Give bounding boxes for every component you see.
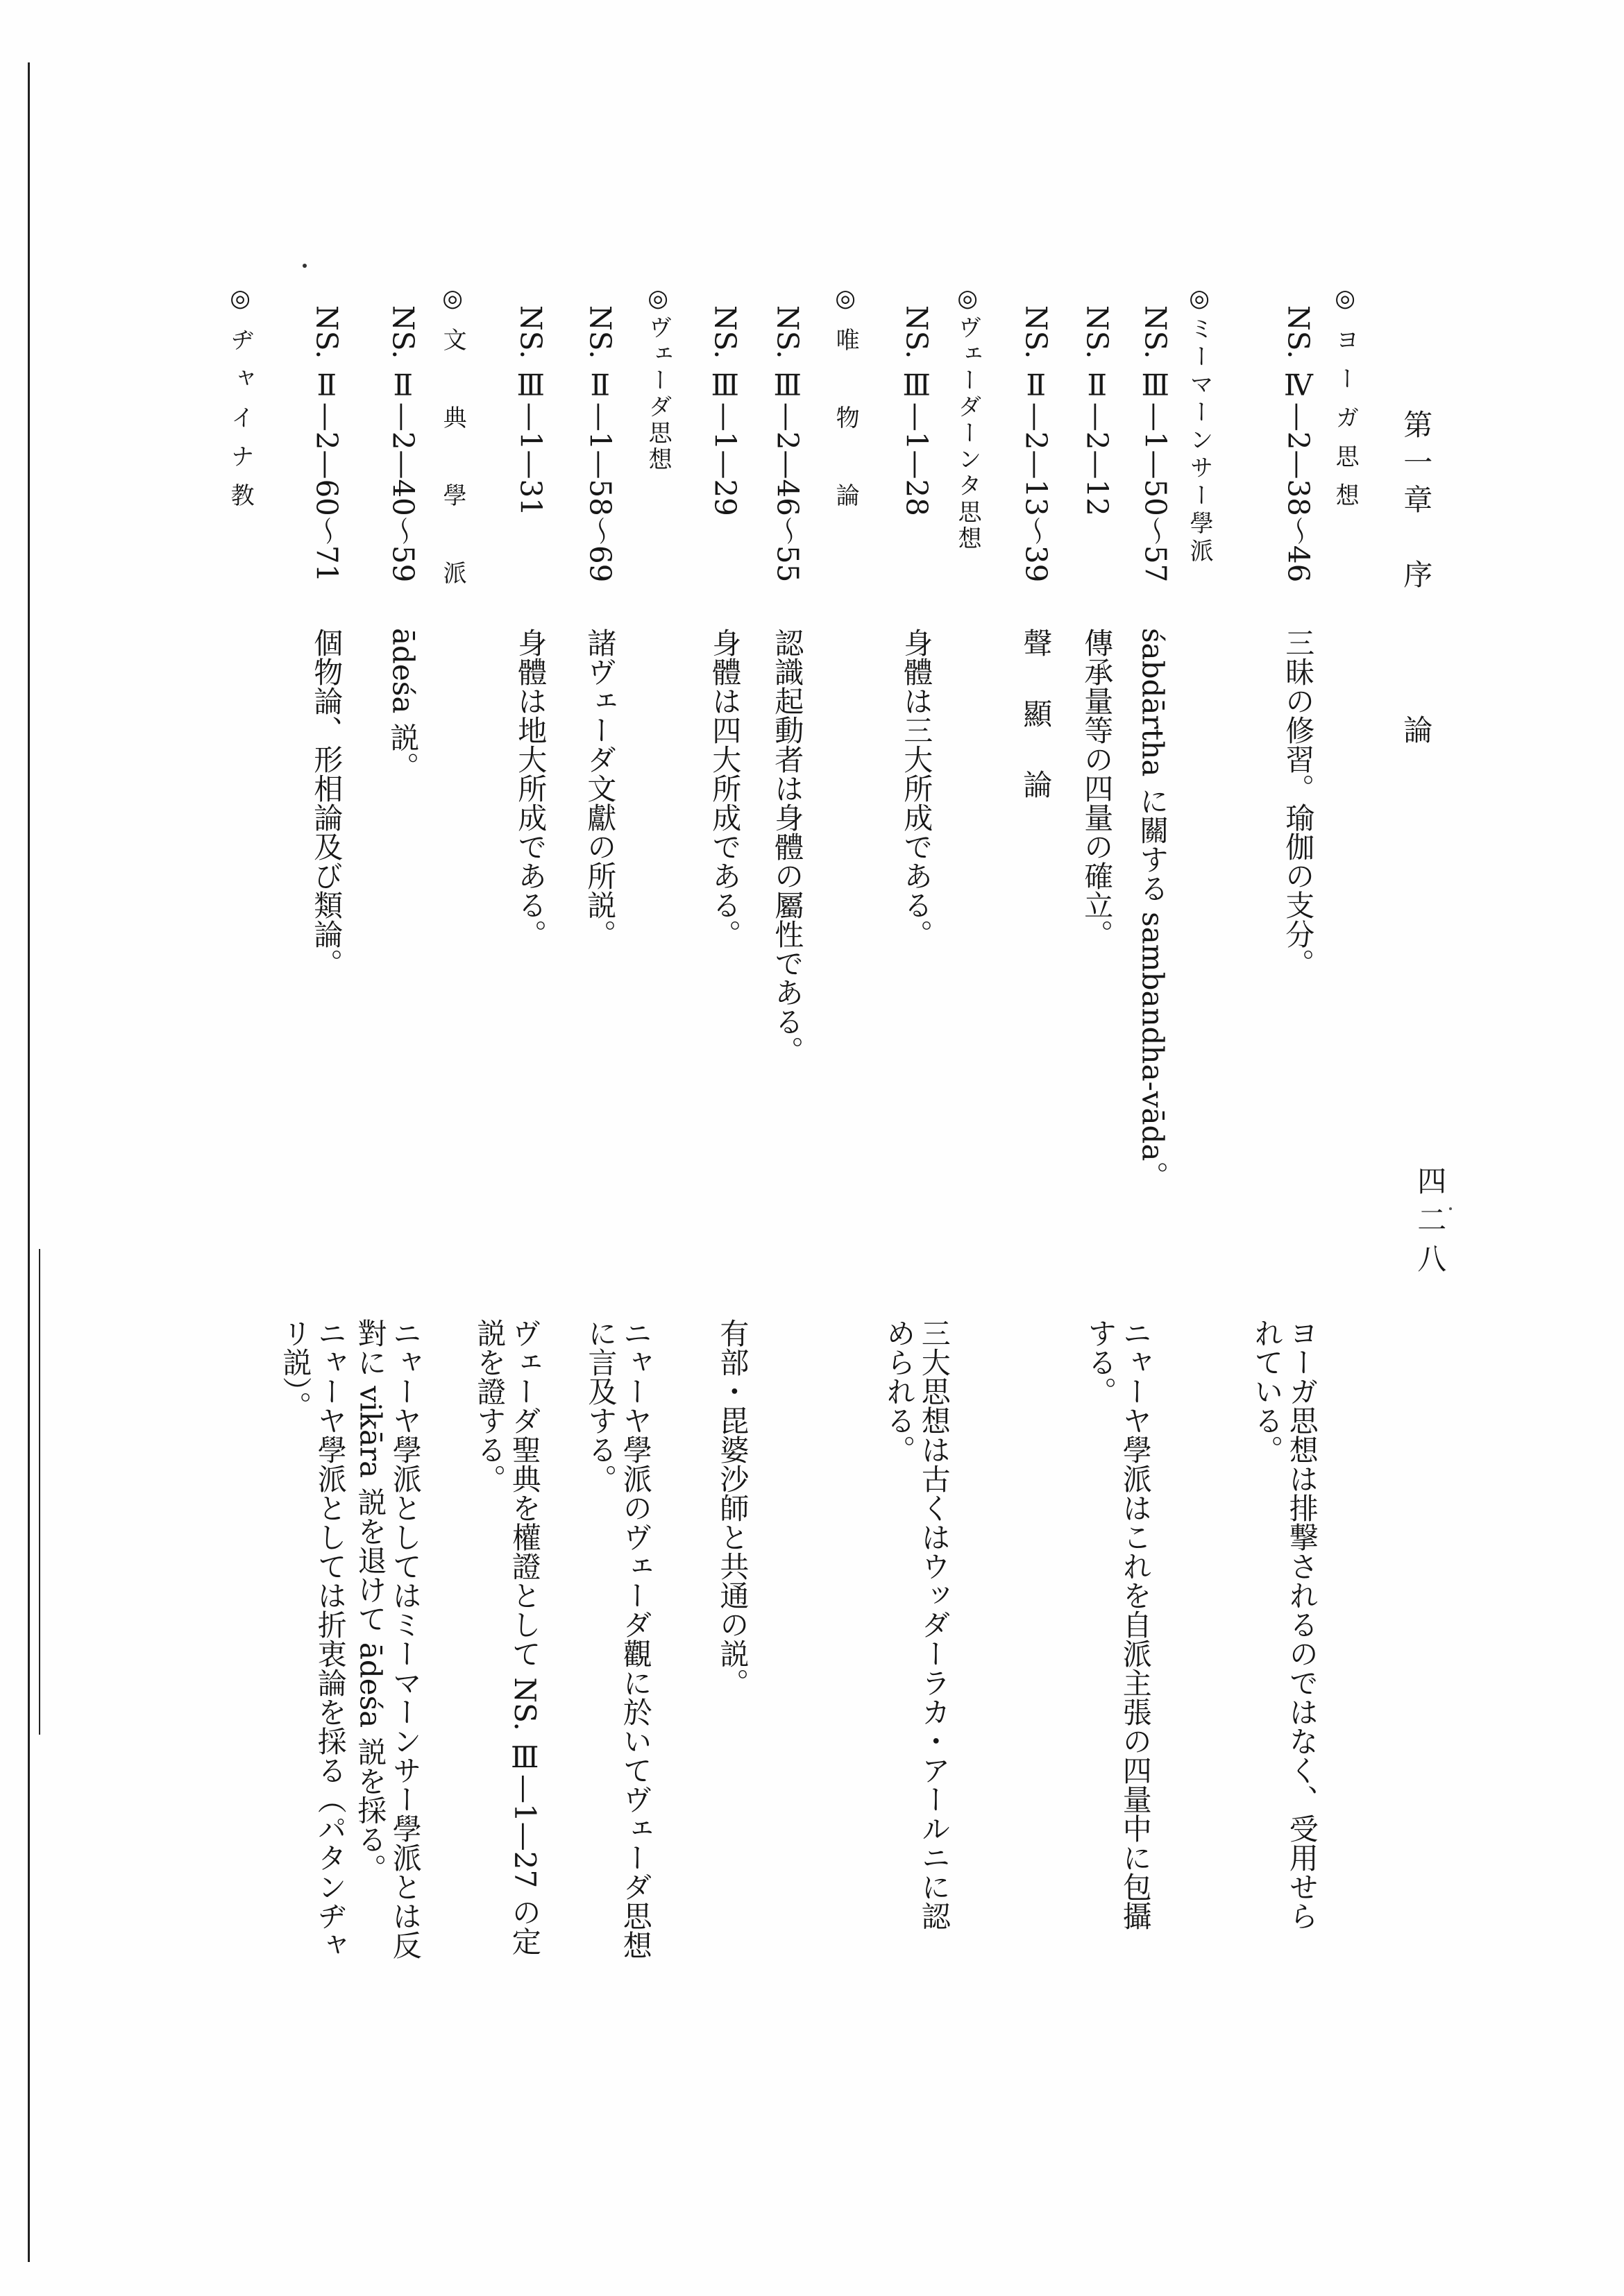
desc-veda-literature: 諸ヴェーダ文獻の所説。 [583,628,618,949]
chapter-title-suffix: 論 [1399,715,1434,744]
binding-rule-inner [39,1249,40,1735]
ref-ns-iii-1-50-57: NS. Ⅲ—1—50〜57 [1138,305,1173,583]
section-heading-materialism: ◎唯 物 論 [831,284,860,522]
desc-sabda-abhivyakti: 聲顯論 [1019,628,1054,840]
desc-sabdartha: śabdārtha に關する sambandha-vāda。 [1135,628,1170,1191]
ref-ns-iii-2-46-55: NS. Ⅲ—2—46〜55 [770,305,805,583]
section-heading-mimamsa: ◎ミーマーンサー學派 [1185,284,1214,566]
ref-ns-iii-1-31: NS. Ⅲ—1—31 [514,305,548,516]
section-heading-grammar: ◎文 典 學 派 [439,284,467,599]
desc-four-elements: 身體は四大所成である。 [708,628,743,949]
note-yoga: ヨーガ思想は排撃されるのではなく、受用せられている。 [1250,1318,1319,1930]
note-vikara: ニャーヤ學派としてはミーマーンサー學派とは反對に vikāra 説を退けて ādeśa 説を採る。 [353,1318,423,1959]
ref-ns-iii-1-29: NS. Ⅲ—1—29 [708,305,743,516]
section-heading-jaina: ◎ヂャイナ教 [226,284,255,522]
ref-ns-ii-1-58-69: NS. Ⅱ—1—58〜69 [583,305,618,583]
chapter-title: 第一章 序 [1399,409,1434,597]
desc-three-elements: 身體は三大所成である。 [899,628,934,949]
desc-cognition-body: 認識起動者は身體の屬性である。 [770,628,805,1065]
page-number: 四二八 [1413,1166,1448,1282]
note-nyaya-veda: ニャーヤ學派のヴェーダ觀に於いてヴェーダ思想に言及する。 [584,1318,653,1959]
ref-ns-ii-2-40-59: NS. Ⅱ—2—40〜59 [386,305,421,583]
desc-four-pramana: 傳承量等の四量の確立。 [1080,628,1115,949]
note-veda-authority: ヴェーダ聖典を權證として NS. Ⅲ—1—27 の定説を證する。 [473,1318,542,1956]
ref-ns-iv-2-38-46: NS. Ⅳ—2—38〜46 [1281,305,1316,583]
note-sarvastivada: 有部・毘婆沙師と共通の説。 [716,1318,750,1697]
note-uddalaka: 三大思想は古くはウッダーラカ・アールニに認められる。 [882,1318,951,1930]
section-heading-veda: ◎ヴェーダ思想 [644,284,673,473]
note-patanjali: ニャーヤ學派としては折衷論を採る（パタンヂャリ説）。 [278,1318,348,1959]
note-nyaya-four: ニャーヤ學派はこれを自派主張の四量中に包攝する。 [1083,1318,1153,1930]
desc-adesa: ādeśa 説。 [386,628,421,781]
scan-speck [303,264,307,268]
section-heading-yoga: ◎ヨーガ思想 [1331,284,1360,522]
scan-speck [1449,1207,1452,1210]
desc-samadhi: 三昧の修習。瑜伽の支分。 [1281,628,1316,978]
ref-ns-ii-2-60-71: NS. Ⅱ—2—60〜71 [310,305,344,583]
ref-ns-ii-2-13-39: NS. Ⅱ—2—13〜39 [1019,305,1054,583]
desc-individual-form-class: 個物論、形相論及び類論。 [310,628,344,978]
ref-ns-iii-1-28: NS. Ⅲ—1—28 [899,305,934,516]
binding-rule-left [28,62,30,2262]
desc-earth-element: 身體は地大所成である。 [514,628,548,949]
section-heading-vedanta: ◎ヴェーダーンタ思想 [954,284,982,552]
ref-ns-ii-2-12: NS. Ⅱ—2—12 [1080,305,1115,516]
